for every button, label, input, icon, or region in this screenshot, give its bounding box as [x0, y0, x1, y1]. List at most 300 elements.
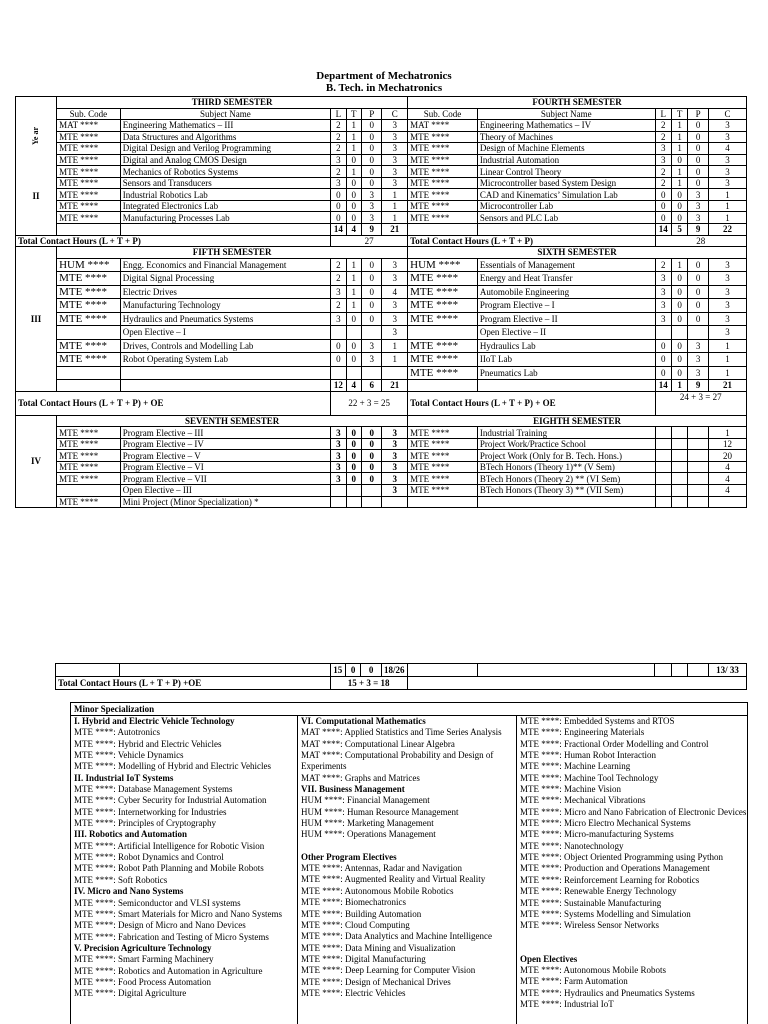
table-row	[16, 143, 747, 155]
subject-name	[477, 496, 655, 508]
credit-cell: 3	[708, 154, 746, 166]
credit-cell: 0	[361, 450, 382, 462]
subject-code: MTE ****	[408, 200, 478, 212]
credit-cell: 3	[331, 427, 346, 439]
column-header-C: C	[382, 108, 408, 120]
credit-cell	[361, 326, 382, 340]
credit-cell	[655, 427, 671, 439]
credit-cell: 0	[361, 258, 382, 272]
subject-code: MTE ****	[57, 438, 121, 450]
sum-cell: 6	[361, 380, 382, 392]
credit-cell: 3	[382, 438, 408, 450]
credit-cell: 3	[688, 339, 709, 353]
subject-code: MTE ****	[57, 154, 121, 166]
subject-name: Pneumatics Lab	[477, 366, 655, 380]
sum-cell: 21	[382, 224, 408, 236]
subject-code: MTE ****	[408, 143, 478, 155]
subject-name: Hydraulics Lab	[477, 339, 655, 353]
list-item: MTE ****: Data Analytics and Machine Intelligence	[301, 931, 492, 942]
credit-cell: 0	[688, 285, 709, 299]
credit-cell: 1	[708, 366, 746, 380]
table-row	[16, 154, 747, 166]
credit-cell	[708, 496, 746, 508]
group-heading: VI. Computational Mathematics	[301, 716, 426, 726]
table-row	[16, 484, 747, 496]
credit-cell: 3	[688, 353, 709, 367]
sum-cell: 14	[331, 224, 346, 236]
list-item: MTE ****: Micro and Nano Fabrication of Electronic Devices	[520, 806, 747, 817]
credit-cell: 1	[671, 166, 687, 178]
credit-cell: 0	[331, 189, 346, 201]
list-item: MTE ****: Human Robot Interaction	[520, 750, 656, 761]
year2-total-row	[16, 235, 747, 247]
table-cell	[57, 380, 121, 392]
credit-cell	[331, 496, 346, 508]
year2-year-cell	[16, 97, 57, 236]
credit-cell	[361, 366, 382, 380]
credit-cell: 0	[346, 177, 361, 189]
subject-code: MAT ****	[57, 120, 121, 132]
total-contact-hours-label: Total Contact Hours (L + T + P)	[16, 235, 331, 247]
credit-cell	[688, 496, 709, 508]
total-contact-hours-label: Total Contact Hours (L + T + P) + OE	[408, 391, 655, 415]
list-item: MTE ****: Autonomous Mobile Robots	[520, 964, 667, 975]
seventh-sum-L: 15	[330, 664, 345, 677]
credit-cell: 3	[382, 326, 408, 340]
credit-cell: 0	[655, 212, 671, 224]
seventh-sum-T: 0	[345, 664, 360, 677]
credit-cell	[655, 473, 671, 485]
credit-cell: 0	[671, 200, 687, 212]
list-item: MTE ****: Sustainable Manufacturing	[520, 897, 662, 908]
credit-cell: 0	[361, 312, 382, 326]
credit-cell: 3	[655, 312, 671, 326]
year2-semester-header	[16, 97, 747, 109]
credit-cell: 3	[655, 272, 671, 286]
subject-code: MTE ****	[57, 496, 121, 508]
credit-cell: 1	[708, 200, 746, 212]
list-item: MTE ****: Augmented Reality and Virtual Reality	[301, 874, 486, 885]
subject-code: MTE ****	[408, 285, 478, 299]
column-header-L: L	[655, 108, 671, 120]
credit-cell: 3	[382, 461, 408, 473]
list-item: MTE ****: Robotics and Automation in Agriculture	[74, 965, 263, 976]
credit-cell: 2	[331, 258, 346, 272]
year3-left-semester-title: FIFTH SEMESTER	[57, 247, 408, 259]
total-contact-hours-value: 28	[655, 235, 746, 247]
credit-cell: 0	[361, 272, 382, 286]
subject-code: MTE ****	[57, 450, 121, 462]
credit-cell	[331, 484, 346, 496]
credit-cell: 1	[346, 258, 361, 272]
table-row	[16, 120, 747, 132]
credit-cell: 2	[331, 299, 346, 313]
credit-cell	[671, 438, 687, 450]
credit-cell	[671, 473, 687, 485]
sum-cell: 21	[382, 380, 408, 392]
year4-right-semester-title: EIGHTH SEMESTER	[408, 415, 747, 427]
list-item: MTE ****: Digital Manufacturing	[301, 953, 426, 964]
list-item: MTE ****: Fractional Order Modelling and Control	[520, 738, 709, 749]
year4-year-cell: IV	[16, 415, 57, 507]
credit-cell	[671, 450, 687, 462]
total-contact-hours-label: Total Contact Hours (L + T + P) + OE	[16, 391, 331, 415]
credit-cell: 3	[708, 312, 746, 326]
list-item: MTE ****: Wireless Sensor Networks	[520, 920, 659, 931]
subject-name: Automobile Engineering	[477, 285, 655, 299]
credit-cell: 0	[346, 200, 361, 212]
credit-cell: 3	[382, 177, 408, 189]
subject-code: HUM ****	[408, 258, 478, 272]
subject-name: IIoT Lab	[477, 353, 655, 367]
subject-name: Program Elective – I	[477, 299, 655, 313]
seventh-total-value: 15 + 3 = 18	[330, 677, 407, 690]
credit-cell: 0	[655, 353, 671, 367]
seventh-sum-P: 0	[361, 664, 382, 677]
list-item: MTE ****: Vehicle Dynamics	[74, 750, 184, 761]
subject-code: MTE ****	[408, 312, 478, 326]
subject-code: MTE ****	[57, 427, 121, 439]
subject-name: BTech Honors (Theory 3) ** (VII Sem)	[477, 484, 655, 496]
table-row	[16, 366, 747, 380]
subject-code: MTE ****	[408, 131, 478, 143]
credit-cell	[688, 461, 709, 473]
table-row	[16, 285, 747, 299]
credit-cell: 0	[671, 272, 687, 286]
year3-total-row	[16, 391, 747, 415]
credit-cell: 3	[361, 200, 382, 212]
group-heading: IV. Micro and Nano Systems	[74, 886, 184, 897]
credit-cell: 0	[346, 189, 361, 201]
subject-code: MTE ****	[57, 272, 121, 286]
credit-cell: 1	[346, 299, 361, 313]
credit-cell: 3	[331, 450, 346, 462]
total-contact-hours-label: Total Contact Hours (L + T + P)	[408, 235, 655, 247]
subject-code: MTE ****	[57, 212, 121, 224]
credit-cell: 0	[671, 353, 687, 367]
sum-cell: 4	[346, 380, 361, 392]
credit-cell: 3	[361, 339, 382, 353]
list-item: MTE ****: Modelling of Hybrid and Electric Vehicles	[74, 761, 272, 772]
credit-cell: 1	[708, 339, 746, 353]
credit-cell: 0	[671, 154, 687, 166]
credit-cell	[655, 450, 671, 462]
subject-name: Industrial Training	[477, 427, 655, 439]
list-item: MTE ****: Hybrid and Electric Vehicles	[74, 738, 222, 749]
credit-cell: 0	[331, 212, 346, 224]
sum-cell: 12	[331, 380, 346, 392]
credit-cell: 0	[655, 366, 671, 380]
subject-code: MTE ****	[408, 299, 478, 313]
credit-cell: 1	[671, 258, 687, 272]
subject-name: Design of Machine Elements	[477, 143, 655, 155]
table-row	[16, 212, 747, 224]
subject-code: MTE ****	[57, 189, 121, 201]
list-item: MTE ****: Digital Agriculture	[74, 988, 187, 999]
credit-cell: 2	[331, 131, 346, 143]
subject-name: Program Elective – V	[120, 450, 330, 462]
subject-name: Digital Design and Verilog Programming	[120, 143, 330, 155]
credit-cell: 3	[382, 473, 408, 485]
subject-name: Engineering Mathematics – III	[120, 120, 330, 132]
sum-cell: 14	[655, 380, 671, 392]
subject-name: Industrial Automation	[477, 154, 655, 166]
subject-code	[57, 326, 121, 340]
credit-cell: 1	[346, 143, 361, 155]
credit-cell: 1	[382, 200, 408, 212]
list-item: HUM ****: Human Resource Management	[301, 806, 459, 817]
credit-cell: 2	[331, 166, 346, 178]
credit-cell	[361, 484, 382, 496]
credit-cell: 3	[331, 312, 346, 326]
credit-cell: 1	[671, 131, 687, 143]
subject-code: MTE ****	[57, 177, 121, 189]
credit-cell: 0	[346, 353, 361, 367]
group-heading: Other Program Electives	[301, 851, 397, 862]
subject-code: MTE ****	[408, 450, 478, 462]
subject-name: Manufacturing Technology	[120, 299, 330, 313]
credit-cell: 0	[688, 120, 709, 132]
credit-cell: 3	[331, 473, 346, 485]
credit-cell	[671, 461, 687, 473]
list-item: MTE ****: Internetworking for Industries	[74, 806, 227, 817]
subject-name: Manufacturing Processes Lab	[120, 212, 330, 224]
credit-cell: 1	[346, 120, 361, 132]
table-row	[16, 166, 747, 178]
list-item: MTE ****: Autotronics	[74, 727, 160, 738]
credit-cell: 0	[346, 450, 361, 462]
table-cell	[477, 380, 655, 392]
subject-name: Hydraulics and Pneumatics Systems	[120, 312, 330, 326]
credit-cell	[671, 427, 687, 439]
credit-cell	[688, 438, 709, 450]
list-item: MTE ****: Antennas, Radar and Navigation	[301, 863, 462, 874]
sum-cell: 9	[688, 224, 709, 236]
list-item: MTE ****: Industrial IoT	[520, 998, 614, 1009]
table-row	[16, 496, 747, 508]
credit-cell: 3	[331, 177, 346, 189]
credit-cell: 4	[382, 285, 408, 299]
group-heading: III. Robotics and Automation	[74, 829, 188, 840]
credit-cell	[671, 496, 687, 508]
minor-specialization-box	[70, 702, 748, 1024]
list-item: MAT ****: Graphs and Matrices	[301, 772, 420, 783]
spacer	[520, 943, 749, 954]
subject-code: MTE ****	[408, 484, 478, 496]
credit-cell: 4	[708, 473, 746, 485]
subject-code: MTE ****	[57, 131, 121, 143]
credit-cell	[361, 496, 382, 508]
list-item: HUM ****: Operations Management	[301, 829, 436, 840]
list-item: MTE ****: Object Oriented Programming using Python	[520, 852, 723, 863]
list-item: MTE ****: Machine Learning	[520, 761, 631, 772]
credit-cell: 3	[382, 166, 408, 178]
list-item: MAT ****: Applied Statistics and Time Series Analysis	[301, 727, 502, 738]
subject-name: CAD and Kinematics’ Simulation Lab	[477, 189, 655, 201]
credit-cell: 1	[382, 339, 408, 353]
sum-cell: 9	[688, 380, 709, 392]
minor-column-1	[71, 716, 298, 1024]
credit-cell: 0	[331, 353, 346, 367]
subject-name: Linear Control Theory	[477, 166, 655, 178]
credit-cell: 0	[671, 189, 687, 201]
subject-name: Microcontroller Lab	[477, 200, 655, 212]
credit-cell: 4	[708, 143, 746, 155]
credit-cell: 0	[361, 438, 382, 450]
list-item: MTE ****: Design of Mechanical Drives	[301, 976, 451, 987]
list-item: MTE ****: Micro Electro Mechanical Systems	[520, 818, 691, 829]
doc-subtitle: B. Tech. in Mechatronics	[325, 82, 443, 94]
credit-cell: 3	[382, 143, 408, 155]
credit-cell: 3	[708, 131, 746, 143]
credit-cell	[655, 484, 671, 496]
credit-cell	[655, 326, 671, 340]
subject-name: Open Elective – II	[477, 326, 655, 340]
subject-name: Mechanics of Robotics Systems	[120, 166, 330, 178]
credit-cell: 1	[346, 272, 361, 286]
credit-cell: 0	[688, 143, 709, 155]
credit-cell: 2	[331, 120, 346, 132]
seventh-total-label: Total Contact Hours (L + T + P) +OE	[56, 677, 331, 690]
sum-cell: 22	[708, 224, 746, 236]
list-item: MTE ****: Database Management Systems	[74, 784, 233, 795]
doc-title: Department of Mechatronics	[316, 70, 452, 82]
subject-code: MTE ****	[408, 353, 478, 367]
column-header-T: T	[346, 108, 361, 120]
year-value: II	[32, 190, 40, 201]
credit-cell: 0	[346, 461, 361, 473]
credit-cell: 0	[361, 427, 382, 439]
subject-code: MTE ****	[408, 177, 478, 189]
subject-code	[57, 484, 121, 496]
credit-cell: 3	[708, 258, 746, 272]
list-item: MTE ****: Nanotechnology	[520, 840, 624, 851]
credit-cell: 0	[346, 212, 361, 224]
credit-cell: 0	[671, 212, 687, 224]
credit-cell: 0	[655, 189, 671, 201]
table-row	[16, 189, 747, 201]
minor-column-2	[298, 716, 517, 1024]
credit-cell: 3	[688, 366, 709, 380]
credit-cell: 0	[346, 473, 361, 485]
subject-name: BTech Honors (Theory 1)** (V Sem)	[477, 461, 655, 473]
year2-right-semester-title: FOURTH SEMESTER	[408, 97, 747, 109]
list-item: HUM ****: Financial Management	[301, 795, 430, 806]
column-header-sub_code: Sub. Code	[408, 108, 478, 120]
credit-cell	[331, 366, 346, 380]
credit-cell: 0	[346, 438, 361, 450]
subject-name: Digital and Analog CMOS Design	[120, 154, 330, 166]
credit-cell: 0	[361, 177, 382, 189]
credit-cell: 0	[361, 461, 382, 473]
subject-code: MAT ****	[408, 120, 478, 132]
credit-cell: 0	[688, 166, 709, 178]
year-column-header: Ye ar	[31, 126, 41, 145]
table-row	[16, 131, 747, 143]
group-heading: II. Industrial IoT Systems	[74, 772, 174, 783]
curriculum-table	[15, 96, 747, 508]
credit-cell: 3	[382, 154, 408, 166]
list-item: MTE ****: Fabrication and Testing of Micro Systems	[74, 931, 269, 942]
sum-cell: 14	[655, 224, 671, 236]
spacer	[520, 932, 749, 943]
subject-code: MTE ****	[57, 166, 121, 178]
subject-code: MTE ****	[57, 200, 121, 212]
list-item: MTE ****: Hydraulics and Pneumatics Systems	[520, 987, 695, 998]
credit-cell: 0	[361, 120, 382, 132]
credit-cell	[671, 484, 687, 496]
subject-code: MTE ****	[57, 143, 121, 155]
table-cell	[120, 224, 330, 236]
subject-name: Open Elective – III	[120, 484, 330, 496]
spacer	[301, 841, 516, 852]
minor-column-3	[517, 716, 749, 1024]
subject-code	[57, 366, 121, 380]
credit-cell: 0	[361, 166, 382, 178]
subject-code	[408, 496, 478, 508]
credit-cell: 3	[331, 285, 346, 299]
table-row	[16, 427, 747, 439]
table-row	[16, 200, 747, 212]
table-cell	[57, 224, 121, 236]
table-row	[16, 299, 747, 313]
column-header-sub_code: Sub. Code	[57, 108, 121, 120]
credit-cell	[382, 366, 408, 380]
list-item: MTE ****: Principles of Cryptography	[74, 818, 216, 829]
credit-cell: 4	[708, 484, 746, 496]
credit-cell	[346, 366, 361, 380]
table-row	[16, 258, 747, 272]
table-cell	[120, 380, 330, 392]
credit-cell	[346, 326, 361, 340]
column-header-C: C	[708, 108, 746, 120]
subject-name: Program Elective – IV	[120, 438, 330, 450]
year2-column-header	[16, 108, 747, 120]
credit-cell	[346, 484, 361, 496]
credit-cell: 0	[671, 299, 687, 313]
group-heading: Open Electives	[520, 953, 578, 964]
sum-cell: 1	[671, 380, 687, 392]
credit-cell: 0	[361, 285, 382, 299]
subject-name: Industrial Robotics Lab	[120, 189, 330, 201]
list-item: MTE ****: Engineering Materials	[520, 727, 645, 738]
subject-code: MTE ****	[408, 427, 478, 439]
subject-name: Sensors and Transducers	[120, 177, 330, 189]
subject-name: Project Work/Practice School	[477, 438, 655, 450]
subject-code: MTE ****	[408, 473, 478, 485]
credit-cell: 3	[382, 299, 408, 313]
subject-name: Sensors and PLC Lab	[477, 212, 655, 224]
subject-code: MTE ****	[408, 438, 478, 450]
credit-cell: 3	[331, 438, 346, 450]
credit-cell: 3	[708, 166, 746, 178]
table-cell	[477, 224, 655, 236]
list-item: MTE ****: Mechanical Vibrations	[520, 795, 646, 806]
credit-cell: 0	[331, 200, 346, 212]
list-item: MTE ****: Machine Vision	[520, 784, 622, 795]
credit-cell: 1	[708, 427, 746, 439]
sum-cell: 5	[671, 224, 687, 236]
list-item: MTE ****: Artificial Intelligence for Robotic Vision	[74, 840, 265, 851]
credit-cell: 3	[655, 285, 671, 299]
credit-cell: 0	[655, 339, 671, 353]
table-cell	[408, 380, 478, 392]
list-item: MTE ****: Systems Modelling and Simulation	[520, 908, 691, 919]
year4-semester-header	[16, 415, 747, 427]
group-heading: VII. Business Management	[301, 784, 405, 795]
credit-cell: 1	[382, 212, 408, 224]
sum-cell: 21	[708, 380, 746, 392]
